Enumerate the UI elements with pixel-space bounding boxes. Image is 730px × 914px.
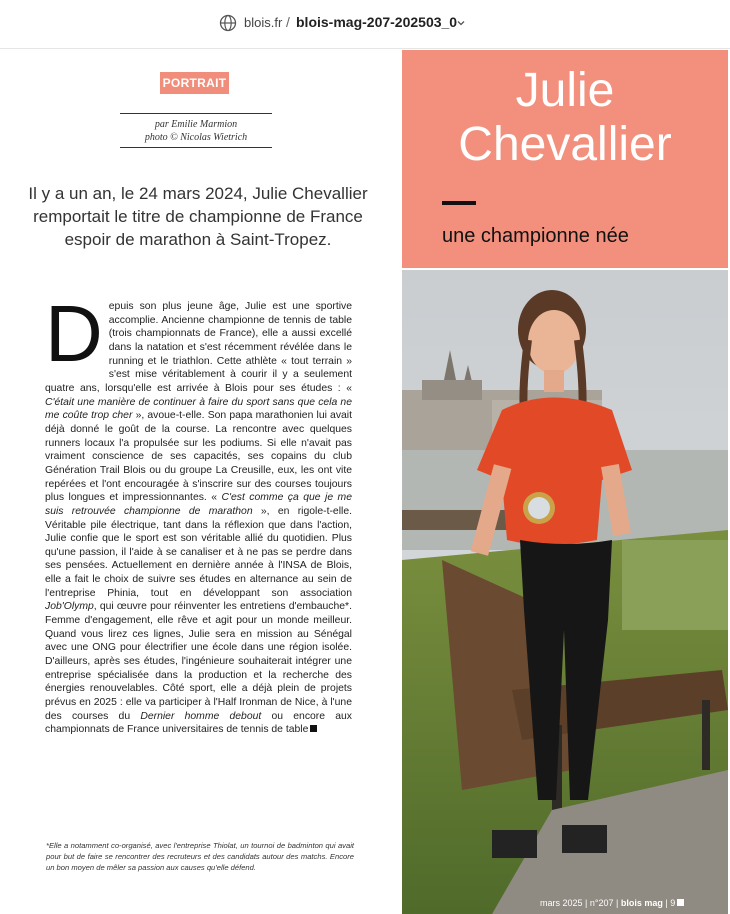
portrait-photo (402, 270, 728, 914)
portrait-illustration (402, 270, 728, 914)
folio-page: 9 (670, 898, 676, 908)
body-text: », en rigole-t-elle. Véritable pile électrique, tant dans la réflexion que dans l'action, Julie confie que le sport est son véritable allié du quotidien. Plus qu'une passion, il l'aide à se canaliser et à ne pas se perdre dans ses pensées. Actuellement en dernière année à l'INSA de Blois, elle a fait le choix de suivre ses études en alternance au sein de l'entreprise Phinia, tout en développant son association (45, 505, 352, 599)
quote-text: C'est comme ça que je me suis retrouvée championne de marathon (45, 492, 352, 517)
article-subtitle: une championne née (442, 225, 629, 247)
title-dash (442, 201, 476, 205)
folio-date: mars 2025 (540, 898, 583, 908)
globe-icon[interactable] (219, 14, 237, 32)
end-mark-icon (677, 899, 684, 906)
site-link[interactable]: blois.fr (244, 15, 283, 30)
association-name: Job'Olymp (45, 601, 94, 613)
article-body (45, 289, 353, 737)
quote-text: C'était une manière de continuer à faire du sport sans que cela ne me coûte trop cher (45, 396, 352, 422)
footnote: *Elle a notamment co-organisé, avec l'entreprise Thiolat, un tournoi de badminton qui avait pour but de faire se rencontrer des recruteurs et des candidats autour des matchs. Encore un bon moyen de mêler sa passion aux causes qu'elle défend. (46, 841, 354, 873)
title-line-1: Julie (515, 64, 615, 117)
byline-author: par Emilie Marmion (154, 119, 238, 130)
byline-photo: photo © Nicolas Wietrich (144, 132, 248, 143)
folio-issue: n°207 (589, 898, 614, 908)
article-title (402, 64, 728, 172)
end-mark-icon (310, 725, 317, 732)
page-folio: mars 2025 | n°207 | blois mag | 9 (540, 898, 684, 908)
chevron-down-icon[interactable] (457, 19, 465, 27)
document-name[interactable]: blois-mag-207-202503_0 (296, 14, 458, 30)
title-line-2: Chevallier (458, 118, 672, 171)
body-text: ou encore aux championnats de France universitaires de tennis de table (45, 710, 353, 736)
title-box (402, 50, 728, 268)
browser-bar (0, 0, 730, 49)
byline (120, 113, 272, 148)
folio-magazine: blois mag (620, 898, 663, 908)
race-name: Dernier homme debout (140, 710, 262, 722)
body-text: », avoue-t-elle. Son papa marathonien lui avait déjà donné le goût de la course. La rencontre avec quelques runners locaux l'a propulsée sur les podiums. Si elle n'avait pas vraiment conscience de ses capacités, ses copains du club Génération Trail Blois ou du groupe La Creusille, eux, les ont vite repérées et l'ont encouragée à s'inscrire sur des courses toujours plus longues et impressionnantes. « (45, 410, 352, 504)
article-lead: Il y a un an, le 24 mars 2024, Julie Chevallier remportait le titre de championne de France espoir de marathon à Saint-Tropez. (28, 184, 368, 249)
body-text: epuis son plus jeune âge, Julie est une sportive accomplie. Ancienne championne de tennis de table (trois championnats de France), elle a aussi excellé dans la natation et s'est récemment révélée dans le running et le triathlon. Cette athlète « tout terrain » s'est mise véritablement à courir il y a seulement quatre ans, lorsqu'elle est arrivée à Blois pour ses études : « (45, 301, 352, 394)
body-text: , qui œuvre pour réinventer les entretiens d'embauche*. Femme d'engagement, elle rêve et agit pour un monde meilleur. Quand vous lirez ces lignes, Julie sera en mission au Sénégal avec une ONG pour électrifier une école dans une région isolée. D'ailleurs, après ses études, l'ingénieure souhaiterait intégrer une entreprise spécialisée dans la production et la recherche des énergies renouvelables. Côté sport, elle a déjà plein de projets prévus en 2025 : elle va participer à l'Half Ironman de Nice, à l'une des courses du (45, 601, 352, 722)
drop-cap: D (45, 289, 103, 378)
section-tag: PORTRAIT (160, 72, 229, 94)
breadcrumb-separator: / (286, 14, 290, 30)
